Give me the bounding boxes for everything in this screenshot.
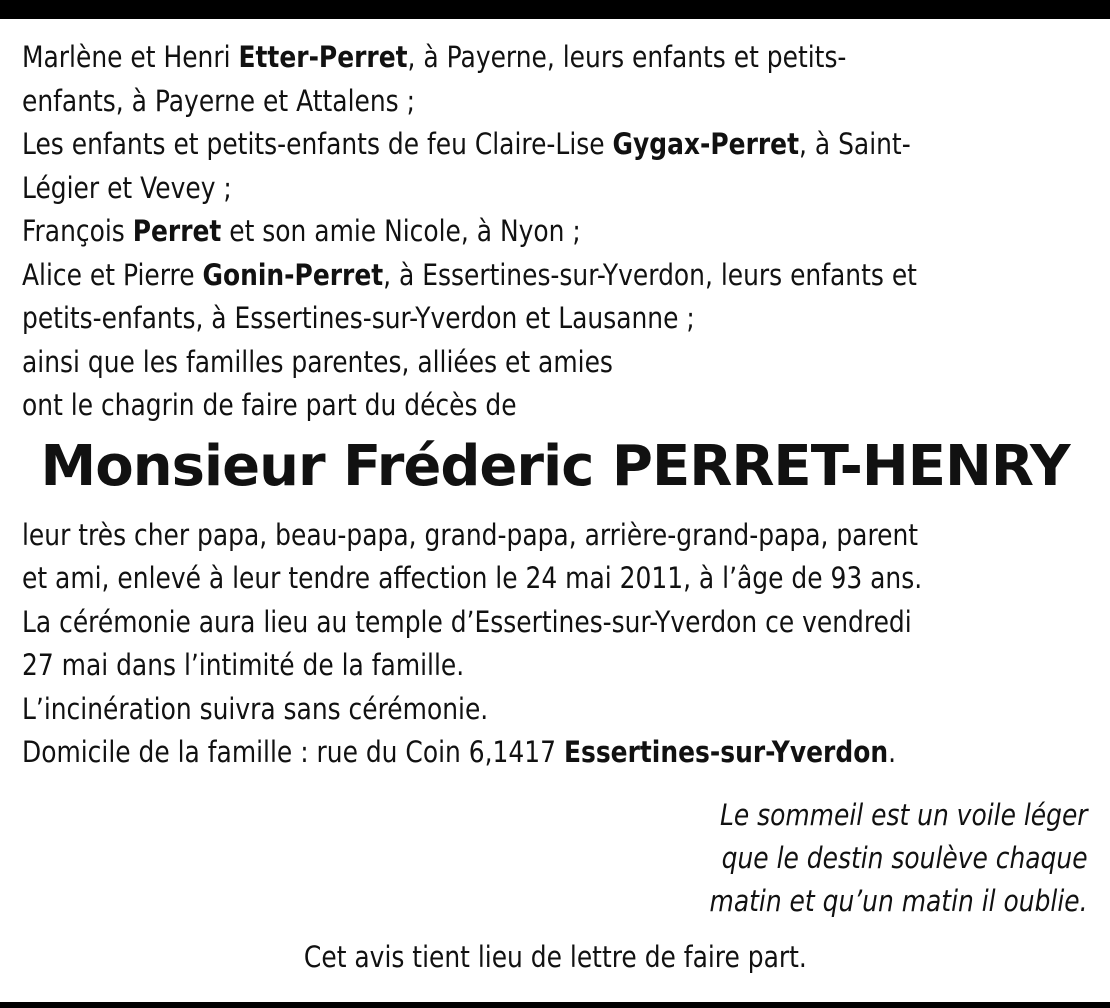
details-line: leur très cher papa, beau-papa, grand-papa, arrière-grand-papa, parent bbox=[22, 517, 919, 552]
details-line: L’incinération suivra sans cérémonie. bbox=[22, 691, 489, 726]
family-line: ainsi que les familles parentes, alliées et amies bbox=[22, 344, 613, 379]
quote-line: Le sommeil est un voile léger bbox=[720, 798, 1088, 832]
family-announcement bbox=[22, 36, 1092, 428]
details-line: 27 mai dans l’intimité de la famille. bbox=[22, 648, 465, 682]
quote-line: que le destin soulève chaque bbox=[722, 841, 1088, 875]
family-line: Les enfants et petits-enfants de feu Claire-Lise Gygax-Perret, à Saint- bbox=[22, 127, 911, 161]
details-line: et ami, enlevé à leur tendre affection le 24 mai 2011, à l’âge de 93 ans. bbox=[22, 561, 923, 595]
family-line: Marlène et Henri Etter-Perret, à Payerne, leurs enfants et petits- bbox=[22, 40, 847, 74]
family-line: Légier et Vevey ; bbox=[22, 170, 232, 205]
obituary-notice bbox=[22, 36, 1092, 775]
details-line: Domicile de la famille : rue du Coin 6,1417 Essertines-sur-Yverdon. bbox=[22, 735, 897, 769]
closing-text: Cet avis tient lieu de lettre de faire part. bbox=[303, 940, 807, 974]
top-border-rule bbox=[0, 0, 1110, 19]
family-line: François Perret et son amie Nicole, à Nyon ; bbox=[22, 214, 581, 248]
details-line: La cérémonie aura lieu au temple d’Essertines-sur-Yverdon ce vendredi bbox=[22, 604, 912, 639]
family-line: petits-enfants, à Essertines-sur-Yverdon et Lausanne ; bbox=[22, 301, 695, 335]
closing-note bbox=[0, 936, 1110, 979]
deceased-name-heading: Monsieur Fréderic PERRET-HENRY bbox=[40, 433, 1070, 499]
family-line: ont le chagrin de faire part du décès de bbox=[22, 388, 517, 422]
quote-line: matin et qu’un matin il oublie. bbox=[709, 884, 1088, 918]
memorial-quote bbox=[710, 794, 1088, 923]
bottom-border-rule bbox=[0, 1002, 1110, 1008]
funeral-details bbox=[22, 514, 1092, 775]
family-line: Alice et Pierre Gonin-Perret, à Essertines-sur-Yverdon, leurs enfants et bbox=[22, 257, 917, 292]
family-line: enfants, à Payerne et Attalens ; bbox=[22, 83, 415, 118]
